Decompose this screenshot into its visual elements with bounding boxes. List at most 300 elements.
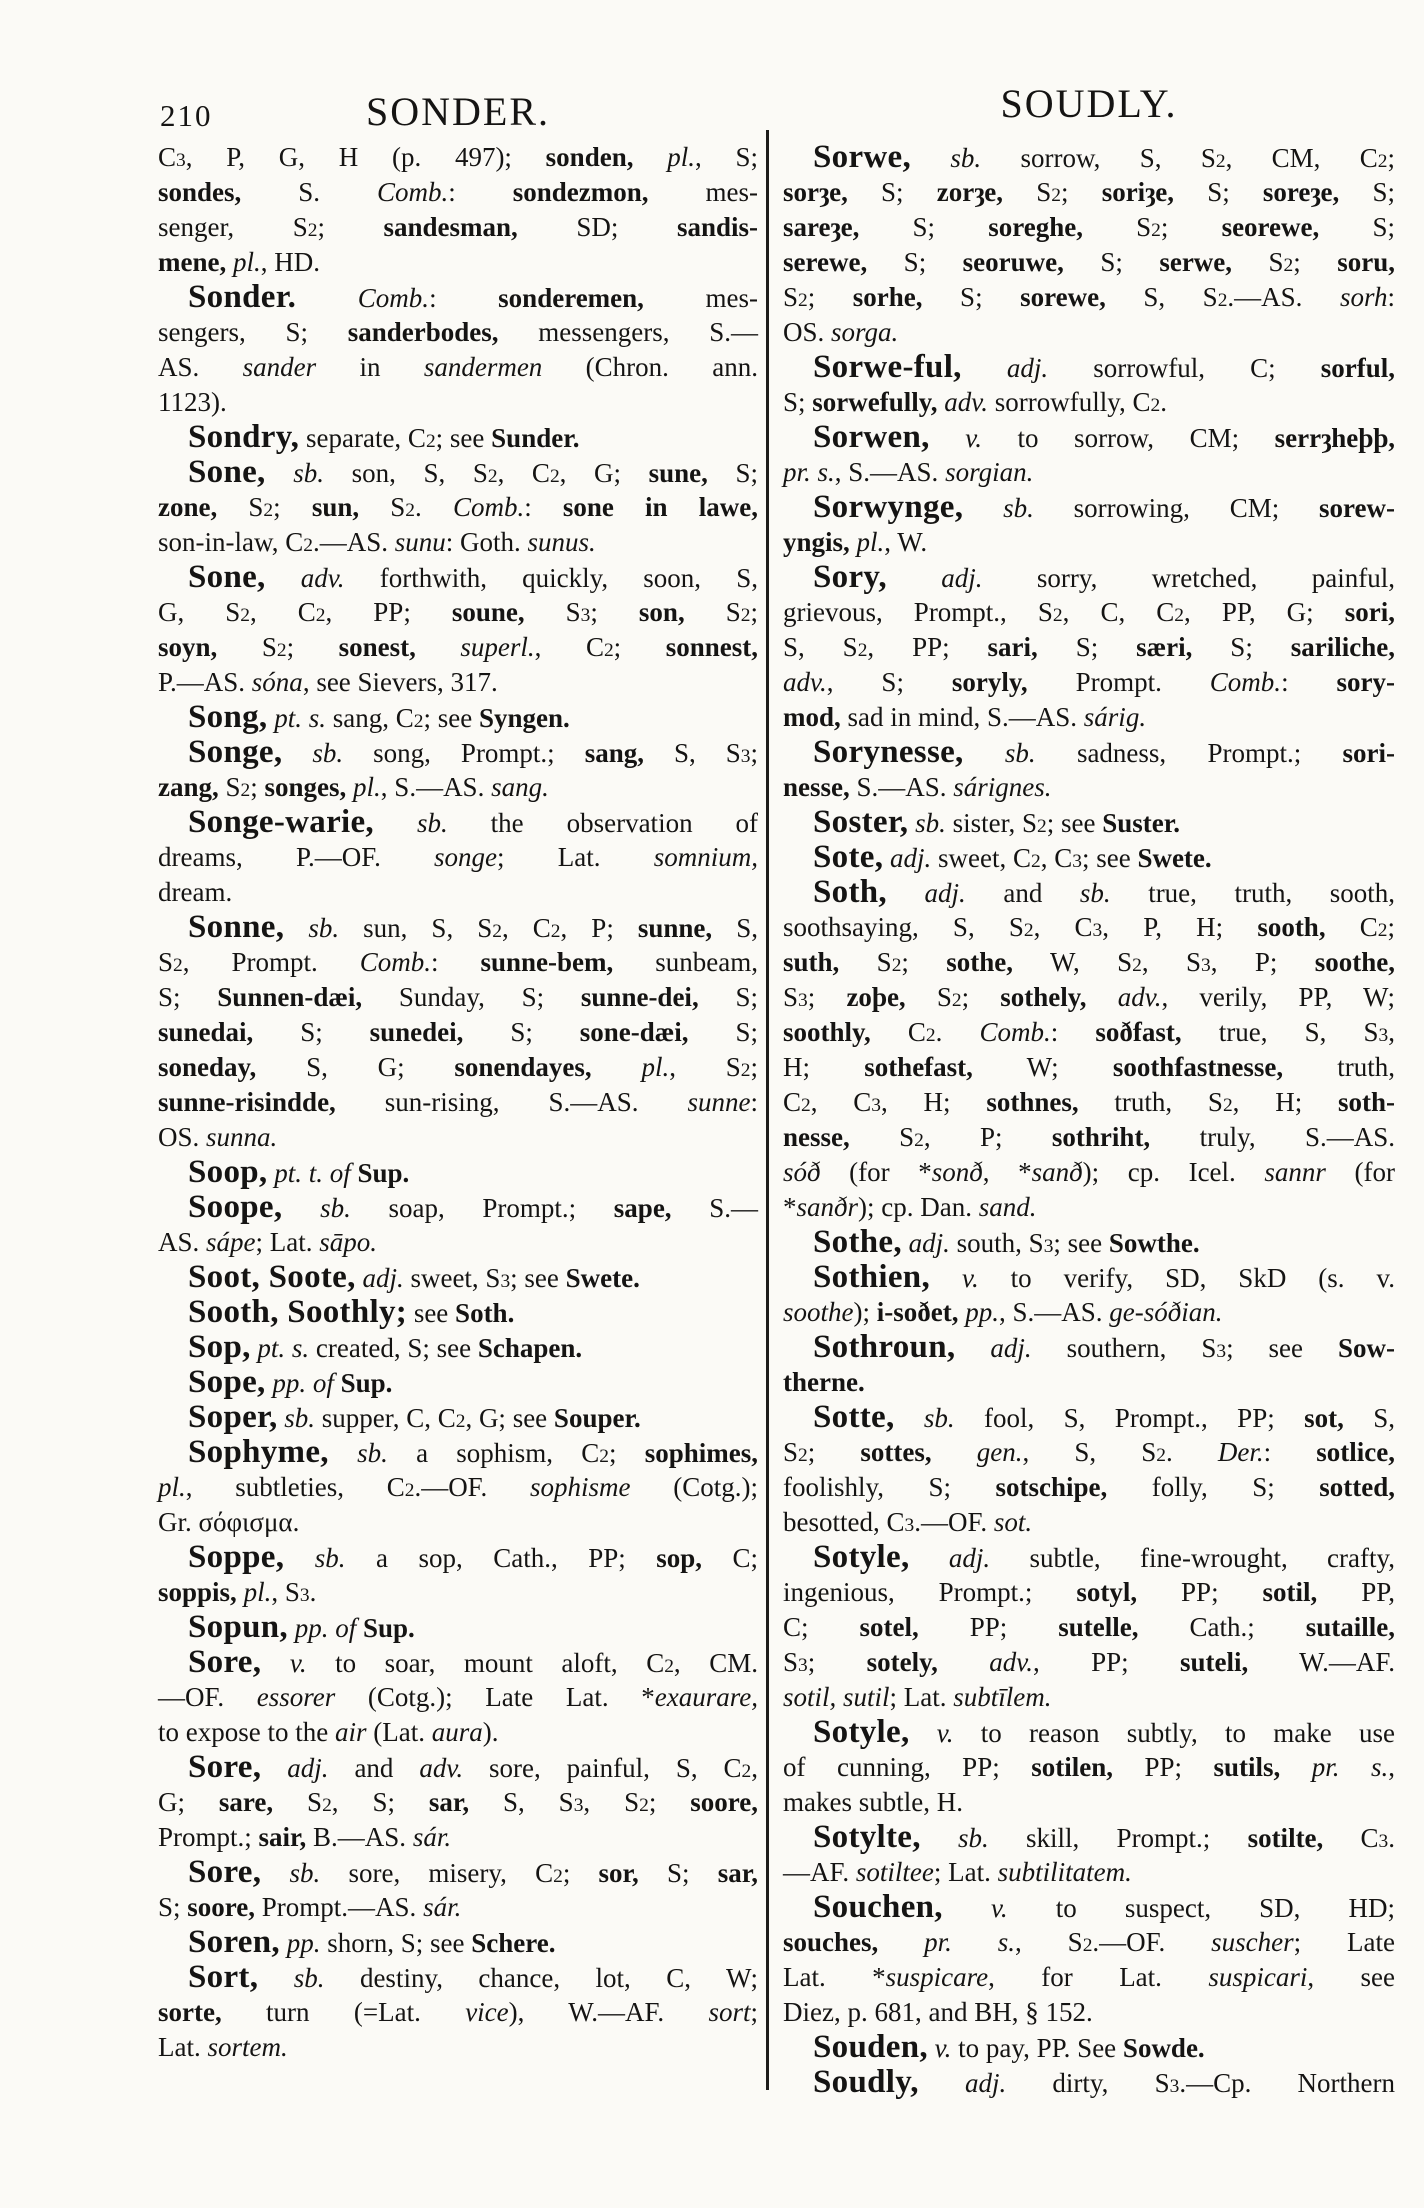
text-segment (921, 1823, 958, 1853)
text-segment: sotted, (1319, 1472, 1395, 1502)
text-segment: adj. (990, 1333, 1032, 1363)
text-segment: soothfastnesse, (1112, 1052, 1284, 1082)
text-segment: gen. (976, 1437, 1023, 1467)
text-segment: sothefast, (864, 1052, 973, 1082)
text-segment: seorewe, (1221, 212, 1320, 242)
text-segment: , W. (884, 527, 928, 557)
text-line (158, 490, 758, 525)
text-segment: sophisme (530, 1472, 631, 1502)
text-segment: sun, S, S2, C2, P; (339, 913, 638, 943)
headword: Soppe, (188, 1539, 285, 1575)
text-segment: sunedai, (158, 1017, 254, 1047)
text-segment: ); cp. Dan. (858, 1192, 979, 1222)
text-segment: sonden, (545, 142, 634, 172)
text-segment: C; (702, 1543, 758, 1573)
text-segment: S; (847, 177, 937, 207)
text-line (783, 875, 1395, 910)
text-segment: : (750, 1087, 758, 1117)
text-segment: S; (783, 387, 813, 417)
text-segment: subtle, fine-wrought, crafty, (990, 1543, 1395, 1573)
text-segment: P.—AS. (158, 667, 252, 697)
text-segment: sorrowing, CM; (1033, 493, 1320, 523)
text-segment: soryly, (951, 667, 1028, 697)
text-segment: adj. (948, 1543, 991, 1573)
text-segment: ingenious, Prompt.; (783, 1577, 1077, 1607)
headword: Soren, (188, 1924, 280, 1960)
text-segment: turn (=Lat. (221, 1997, 466, 2027)
text-segment: Prompt.—AS. (255, 1892, 424, 1922)
text-line (158, 1925, 758, 1960)
text-segment: songes, (264, 772, 347, 802)
text-segment: S2; (1003, 177, 1102, 207)
text-segment: song, Prompt.; (343, 738, 585, 768)
text-line (783, 1050, 1395, 1085)
text-segment: sang. (491, 772, 549, 802)
text-segment: OS. (783, 317, 832, 347)
text-segment: pp. of (272, 1368, 334, 1398)
text-segment: sori, (1344, 597, 1395, 627)
text-segment: sb. (923, 1403, 955, 1433)
text-segment: sotschipe, (995, 1472, 1108, 1502)
text-line (158, 1505, 758, 1540)
text-segment: (Cotg.); Late Lat. * (335, 1682, 655, 1712)
text-segment: sori- (1342, 738, 1395, 768)
text-segment: sunne-dei, (580, 982, 699, 1012)
text-segment: * (783, 1192, 797, 1222)
text-segment: nesse, (783, 1122, 850, 1152)
text-segment: sb. (308, 913, 340, 943)
text-segment: air (334, 1717, 367, 1747)
headword: Sothroun, (813, 1329, 956, 1365)
text-segment: : (448, 177, 513, 207)
text-segment: sunus. (527, 527, 596, 557)
text-line (783, 245, 1395, 280)
text-line (783, 1365, 1395, 1400)
text-segment: sonest, (338, 632, 416, 662)
text-line (783, 1540, 1395, 1575)
text-segment: AS. (158, 352, 243, 382)
text-segment: S2; (839, 947, 947, 977)
text-segment: sb. (915, 808, 946, 838)
text-segment: S, (712, 913, 758, 943)
text-segment: ; Lat. (933, 1857, 998, 1887)
text-segment: v. (934, 2033, 952, 2063)
text-segment: S2; (1232, 247, 1338, 277)
text-segment: S; (158, 982, 218, 1012)
text-segment: ), W.—AF. (508, 1997, 709, 2027)
text-segment: ; Lat. (255, 1227, 320, 1257)
text-segment (938, 1647, 989, 1677)
text-segment: (for (1325, 1157, 1396, 1187)
text-segment: : (429, 283, 499, 313)
text-line (783, 1995, 1395, 2030)
text-segment: sb. (1079, 878, 1111, 908)
headword: Sorwen, (813, 419, 930, 455)
text-segment: mes- (643, 283, 759, 313)
text-segment: sanðr (796, 1192, 859, 1222)
text-segment: pp. (286, 1928, 321, 1958)
headword: Souchen, (813, 1889, 943, 1925)
text-segment: dreams, P.—OF. (158, 842, 435, 872)
text-segment: , S2.—OF. (1015, 1927, 1212, 1957)
text-segment: soneday, (158, 1052, 257, 1082)
text-segment: PP; (1137, 1577, 1263, 1607)
text-segment: sun, (311, 492, 360, 522)
headword: Sone, (188, 454, 266, 490)
text-line (783, 910, 1395, 945)
text-segment: sang, C2; see (325, 703, 479, 733)
text-segment: Cath.; (1138, 1612, 1306, 1642)
text-segment: sory- (1336, 667, 1395, 697)
text-segment: C3. (1323, 1823, 1396, 1853)
text-segment: : (431, 947, 481, 977)
text-segment: south, S3; see (949, 1228, 1109, 1258)
text-segment: subtilitatem. (997, 1857, 1132, 1887)
text-segment: sorhe, (852, 282, 923, 312)
text-line (783, 1645, 1395, 1680)
text-segment: sondes, (158, 177, 242, 207)
text-segment: supper, C, C2, G; see (315, 1403, 554, 1433)
text-segment: to expose to the (158, 1717, 335, 1747)
text-segment: sb. (284, 1403, 316, 1433)
text-line (158, 1715, 758, 1750)
text-line (783, 630, 1395, 665)
text-segment: to pay, PP. See (951, 2033, 1123, 2063)
text-segment: sorrowfully, C2. (988, 387, 1167, 417)
text-segment: pl. (667, 142, 695, 172)
text-segment: B.—AS. (306, 1822, 413, 1852)
text-segment: and (965, 878, 1080, 908)
headword: Sorwynge, (813, 489, 964, 525)
text-segment: adv. (989, 1647, 1033, 1677)
headword: Sope, (188, 1364, 266, 1400)
text-segment (930, 423, 966, 453)
text-segment (356, 1613, 363, 1643)
text-segment (329, 1438, 357, 1468)
headword: Sone, (188, 559, 266, 595)
text-segment: sorry, wretched, painful, (982, 563, 1395, 593)
text-segment: Comb. (1209, 667, 1282, 697)
text-segment (887, 563, 941, 593)
text-segment: sari, (987, 632, 1038, 662)
text-segment: true, S, S3, (1181, 1017, 1395, 1047)
text-segment: sorgian. (945, 457, 1034, 487)
headword: Sotyle, (813, 1539, 910, 1575)
text-segment: sutils, (1213, 1752, 1281, 1782)
text-segment: souches, (783, 1927, 879, 1957)
headword: Soope, (188, 1189, 283, 1225)
text-segment: soreghe, (988, 212, 1083, 242)
text-segment: sothe, (946, 947, 1014, 977)
text-segment: sand. (978, 1192, 1037, 1222)
text-segment: true, truth, sooth, (1110, 878, 1396, 908)
text-line (158, 385, 758, 420)
text-line (783, 2030, 1395, 2065)
text-line (158, 1295, 758, 1330)
text-segment: serewe, (783, 247, 868, 277)
text-segment: Comb. (452, 492, 525, 522)
text-segment: Sunder. (491, 423, 580, 453)
text-line (783, 420, 1395, 455)
text-segment: soppis, (158, 1577, 237, 1607)
text-segment: Prompt. (1027, 667, 1210, 697)
text-segment: (for * (820, 1157, 932, 1187)
text-segment: sweet, S3; see (403, 1263, 566, 1293)
text-segment: S; (698, 982, 758, 1012)
text-segment: (Cotg.); (630, 1472, 759, 1502)
text-segment: of cunning, PP; (783, 1752, 1032, 1782)
text-segment: Sunday, S; (362, 982, 581, 1012)
text-line (158, 1085, 758, 1120)
text-segment (334, 1368, 341, 1398)
text-segment: ge-sóðian. (1109, 1297, 1223, 1327)
text-line (783, 980, 1395, 1015)
text-segment: serwe, (1159, 247, 1233, 277)
text-segment: essorer (256, 1682, 336, 1712)
text-segment: zone, (158, 492, 218, 522)
text-segment: sondezmon, (512, 177, 649, 207)
text-line (158, 1365, 758, 1400)
text-segment: Der. (1217, 1437, 1264, 1467)
text-segment: Sup. (362, 1613, 415, 1643)
headword: Songe, (188, 734, 283, 770)
text-segment: sárignes. (953, 772, 1052, 802)
text-segment: sb. (1003, 493, 1034, 523)
text-segment: S.— (671, 1193, 758, 1223)
text-segment: ; Lat. (889, 1682, 954, 1712)
text-line (158, 1890, 758, 1925)
text-segment: besotted, C3.—OF. (783, 1507, 994, 1537)
text-segment: sunna. (206, 1122, 278, 1152)
text-line (158, 280, 758, 315)
text-segment: sb. (950, 143, 982, 173)
text-segment: , see Sievers, 317. (302, 667, 498, 697)
text-line (783, 525, 1395, 560)
text-segment: sot. (993, 1507, 1033, 1537)
text-segment (416, 632, 461, 662)
text-segment: C2, C3, H; (783, 1087, 987, 1117)
text-segment: sareȝe, (783, 212, 860, 242)
text-line (783, 1295, 1395, 1330)
text-segment: sorwefully, (812, 387, 938, 417)
headword: Sore, (188, 1644, 262, 1680)
text-segment: southern, S3; see (1031, 1333, 1338, 1363)
text-segment: S3; (783, 982, 847, 1012)
text-segment: sutaille, (1305, 1612, 1395, 1642)
text-segment: dirty, S3.—Cp. Northern (1006, 2068, 1395, 2098)
text-segment: suspicari (1208, 1962, 1308, 1992)
text-segment: S; (1319, 212, 1395, 242)
text-segment: S; (1063, 247, 1160, 277)
text-segment: truth, S2, H; (1078, 1087, 1338, 1117)
text-segment (266, 458, 294, 488)
text-segment: son, S, S2, C2, G; (323, 458, 649, 488)
text-segment: sb. (320, 1193, 351, 1223)
text-segment: soothe, (1314, 947, 1395, 977)
text-segment: H; (783, 1052, 865, 1082)
text-segment: sone in lawe, (562, 492, 758, 522)
text-line (783, 1435, 1395, 1470)
text-segment: G, S2, C2, PP; (158, 597, 452, 627)
text-line (783, 1120, 1395, 1155)
text-segment: sb. (293, 458, 324, 488)
text-segment: v. (936, 1718, 954, 1748)
text-line (158, 1785, 758, 1820)
text-segment: suspicare (885, 1962, 989, 1992)
text-segment: sunedei, (369, 1017, 464, 1047)
text-segment: suteli, (1180, 1647, 1249, 1677)
text-segment: S, (1343, 1403, 1395, 1433)
text-segment: sorȝe, (783, 177, 848, 207)
text-segment: sophimes, (644, 1438, 758, 1468)
text-segment: adj. (941, 563, 983, 593)
text-line (158, 1960, 758, 1995)
text-segment: to sorrow, CM; (981, 423, 1275, 453)
text-segment: soriȝe, (1101, 177, 1175, 207)
text-segment (910, 1718, 937, 1748)
text-segment: sothely, (1000, 982, 1087, 1012)
text-segment: sadness, Prompt.; (1035, 738, 1343, 768)
text-segment: pt. s. (257, 1333, 310, 1363)
text-line (158, 525, 758, 560)
text-segment: , see (1307, 1962, 1395, 1992)
text-segment: foolishly, S; (783, 1472, 996, 1502)
text-segment: soru, (1337, 247, 1395, 277)
text-segment: zang, (158, 772, 219, 802)
text-segment: S2; (1082, 212, 1222, 242)
text-segment: somnium, (653, 842, 758, 872)
text-line (783, 350, 1395, 385)
text-line (158, 1400, 758, 1435)
text-segment: adj. (287, 1753, 329, 1783)
text-segment: adv. (300, 563, 345, 593)
text-line (783, 140, 1395, 175)
text-segment: sunne, (637, 913, 713, 943)
text-line (783, 840, 1395, 875)
text-segment: the observation of (447, 808, 759, 838)
text-segment: truly, S.—AS. (1150, 1122, 1395, 1152)
running-head-right: SOUDLY. (1000, 81, 1178, 126)
text-segment: aura (431, 1717, 483, 1747)
text-segment: sotilen, (1031, 1752, 1113, 1782)
text-segment: pt. s. (274, 703, 326, 733)
text-line (783, 735, 1395, 770)
text-segment: serrȝheþþ, (1274, 423, 1395, 453)
text-segment: S, S3, S2; (469, 1787, 691, 1817)
text-segment: S2; (905, 982, 1001, 1012)
text-segment: sop, (656, 1543, 702, 1573)
text-line (158, 1470, 758, 1505)
headword: Sote, (813, 839, 884, 875)
headword: Sop, (188, 1329, 251, 1365)
text-segment: S; (867, 247, 963, 277)
text-segment: pl. (856, 527, 885, 557)
text-segment: sorrowful, C; (1048, 353, 1321, 383)
text-segment: soth- (1338, 1087, 1396, 1117)
text-segment (1087, 982, 1118, 1012)
text-segment (930, 1263, 962, 1293)
headword: Sore, (188, 1854, 262, 1890)
headword: Sothe, (813, 1224, 902, 1260)
text-segment: SD; (517, 212, 677, 242)
text-segment: son-in-law, C2.—AS. (158, 527, 395, 557)
text-segment: sorh (1339, 282, 1388, 312)
text-line (783, 315, 1395, 350)
text-segment: pt. t. of (274, 1158, 351, 1188)
headword: Sotte, (813, 1399, 895, 1435)
text-segment: sotyl, (1076, 1577, 1138, 1607)
text-line (783, 1960, 1395, 1995)
text-segment: and (328, 1753, 420, 1783)
text-segment: seoruwe, (962, 247, 1064, 277)
text-segment: sotlice, (1316, 1437, 1395, 1467)
text-segment: to verify, SD, SkD (s. v. (978, 1263, 1395, 1293)
text-segment: sandis- (676, 212, 758, 242)
text-segment: sottes, (860, 1437, 932, 1467)
text-segment: : (1281, 667, 1337, 697)
text-segment: adj. (362, 1263, 404, 1293)
text-segment: pr. s. (1311, 1752, 1389, 1782)
text-line (158, 945, 758, 980)
text-line (783, 1610, 1395, 1645)
text-segment: soðfast, (1095, 1017, 1182, 1047)
text-line (158, 665, 758, 700)
text-segment: pr. s. (924, 1927, 1016, 1957)
text-segment: yngis, (783, 527, 850, 557)
headword: Soot, Soote, (188, 1259, 356, 1295)
headword: Song, (188, 699, 268, 735)
text-segment: therne. (783, 1367, 865, 1397)
text-segment (910, 1543, 949, 1573)
text-segment: son, (638, 597, 685, 627)
text-segment: sape, (613, 1193, 672, 1223)
text-segment: —OF. (158, 1682, 257, 1712)
text-segment: pl. (641, 1052, 670, 1082)
text-segment: sár. (423, 1892, 462, 1922)
text-segment: adv. (419, 1753, 464, 1783)
text-segment (932, 1437, 977, 1467)
text-segment: sooth, (1257, 912, 1326, 942)
text-line (783, 1890, 1395, 1925)
text-segment (895, 1403, 924, 1433)
text-segment: S; (1174, 177, 1263, 207)
text-segment: , verily, PP, W; (1161, 982, 1396, 1012)
text-segment: soothsaying, S, S2, C3, P, H; (783, 912, 1258, 942)
text-segment (633, 142, 667, 172)
text-line (158, 560, 758, 595)
headword: Souden, (813, 2029, 928, 2065)
text-segment: adv. (1117, 982, 1162, 1012)
text-segment (850, 527, 857, 557)
text-segment: sengers, S; (158, 317, 348, 347)
text-segment: soreȝe, (1262, 177, 1340, 207)
text-segment: pl. (232, 247, 261, 277)
text-segment: sort (708, 1997, 751, 2027)
text-line (783, 1715, 1395, 1750)
text-segment: Sow- (1338, 1333, 1396, 1363)
text-segment: a sophism, C2; (387, 1438, 645, 1468)
text-line (783, 1330, 1395, 1365)
text-segment: sóð (783, 1157, 821, 1187)
text-line (783, 1260, 1395, 1295)
text-segment: S2, Prompt. (158, 947, 360, 977)
text-segment: S; (158, 1892, 188, 1922)
text-segment: Sowthe. (1108, 1228, 1200, 1258)
text-segment: PP; (1112, 1752, 1214, 1782)
text-segment: Gr. σόφισμα. (158, 1507, 300, 1537)
text-segment: W; (972, 1052, 1113, 1082)
text-line (783, 280, 1395, 315)
